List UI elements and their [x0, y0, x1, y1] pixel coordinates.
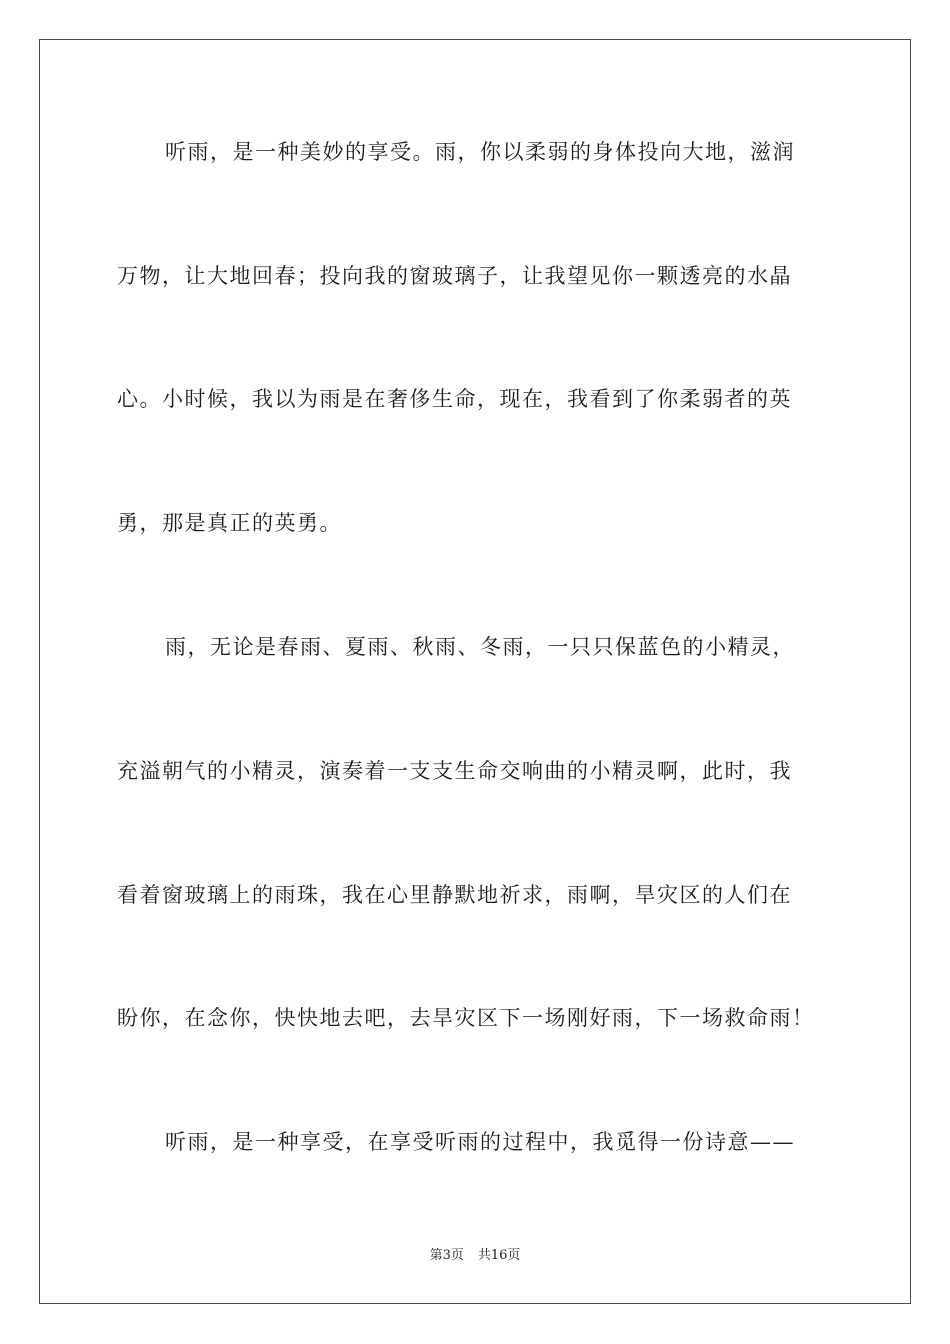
paragraph-1-line-4: 勇，那是真正的英勇。 [117, 511, 342, 535]
page-number: 第3页 [429, 1248, 464, 1263]
paragraph-1-line-3: 心。小时候，我以为雨是在奢侈生命，现在，我看到了你柔弱者的英 [117, 387, 792, 411]
paragraph-3-line-1: 听雨，是一种享受，在享受听雨的过程中，我觅得一份诗意—— [165, 1130, 795, 1154]
paragraph-1-line-2: 万物，让大地回春；投向我的窗玻璃子，让我望见你一颗透亮的水晶 [117, 264, 792, 288]
paragraph-1-line-1: 听雨，是一种美妙的享受。雨，你以柔弱的身体投向大地，滋润 [165, 140, 795, 164]
paragraph-2-line-4: 盼你，在念你，快快地去吧，去旱灾区下一场刚好雨，下一场救命雨！ [117, 1006, 815, 1030]
page-border [39, 39, 911, 1304]
paragraph-2-line-3: 看着窗玻璃上的雨珠，我在心里静默地祈求，雨啊，旱灾区的人们在 [117, 883, 792, 907]
paragraph-2-line-1: 雨，无论是春雨、夏雨、秋雨、冬雨，一只只保蓝色的小精灵， [165, 635, 795, 659]
paragraph-2-line-2: 充溢朝气的小精灵，演奏着一支支生命交响曲的小精灵啊，此时，我 [117, 759, 792, 783]
page-footer [0, 1247, 950, 1265]
total-pages: 共16页 [477, 1248, 521, 1263]
